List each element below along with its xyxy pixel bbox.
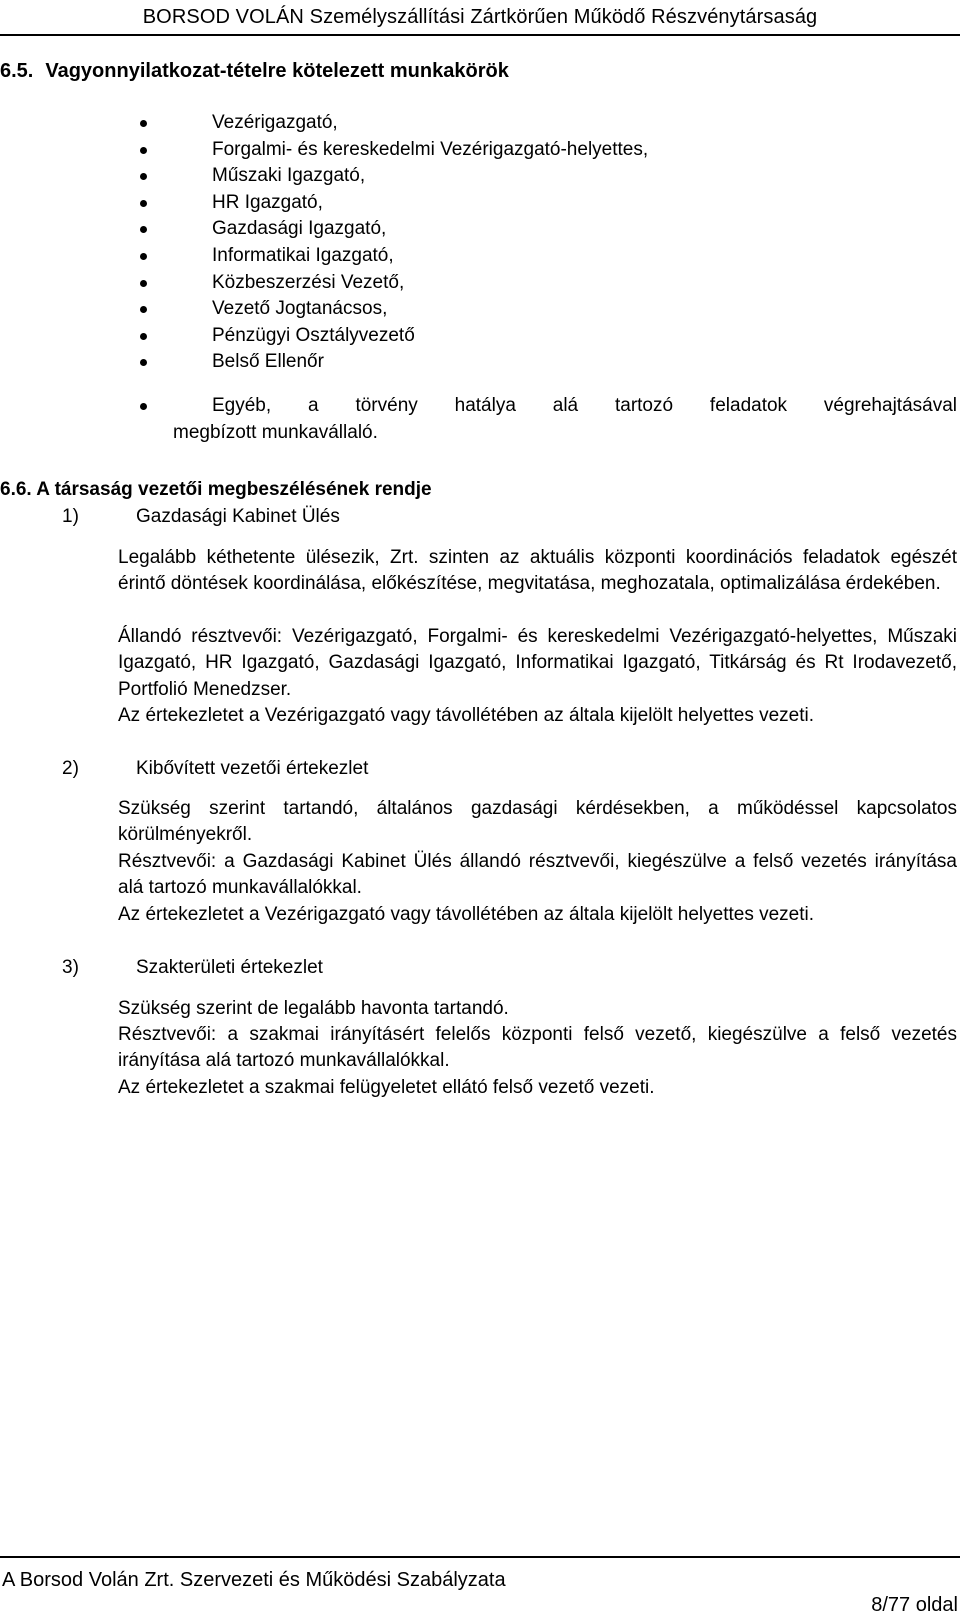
section-title: A társaság vezetői megbeszélésének rendje: [36, 479, 432, 500]
list-item: Műszaki Igazgató,: [0, 163, 960, 190]
paragraph: Résztvevői: a Gazdasági Kabinet Ülés állandó résztvevői, kiegészülve a felső vezetés irányítása alá tartozó munkavállalókkal.: [118, 851, 957, 899]
list-item: HR Igazgató,: [0, 190, 960, 217]
page-header: BORSOD VOLÁN Személyszállítási Zártkörűen Működő Részvénytársaság: [142, 6, 818, 28]
meeting-item-1-title: [62, 504, 340, 530]
list-item-line: Egyéb, a törvény hatálya alá tartozó feladatok végrehajtásával: [212, 395, 957, 416]
list-item-other-employees: [173, 393, 957, 446]
list-item-line: megbízott munkavállaló.: [173, 421, 378, 443]
item-number: 1): [62, 506, 79, 527]
paragraph: Az értekezletet a Vezérigazgató vagy távollétében az általa kijelölt helyettes vezeti.: [118, 904, 815, 925]
paragraph: Szükség szerint tartandó, általános gazdasági kérdésekben, a működéssel kapcsolatos körülményekről.: [118, 798, 957, 846]
page-number: 8/77 oldal: [871, 1594, 958, 1616]
list-item: Pénzügyi Osztályvezető: [0, 323, 960, 350]
item-number: 3): [62, 957, 79, 978]
section-number: 6.6.: [0, 479, 32, 500]
item-title: Gazdasági Kabinet Ülés: [136, 506, 340, 527]
list-item: Vezérigazgató,: [0, 110, 960, 137]
meeting-item-3-title: [62, 955, 323, 981]
meeting-item-2-title: [62, 756, 368, 782]
section-heading-6-5: [0, 56, 509, 86]
list-item: Forgalmi- és kereskedelmi Vezérigazgató-helyettes,: [0, 137, 960, 164]
position-list: [0, 110, 960, 376]
paragraph: Az értekezletet a Vezérigazgató vagy távollétében az általa kijelölt helyettes vezeti.: [118, 705, 815, 726]
item-title: Kibővített vezetői értekezlet: [136, 758, 369, 779]
list-item: Közbeszerzési Vezető,: [0, 270, 960, 297]
section-heading-6-6: [0, 476, 432, 504]
paragraph: Az értekezletet a szakmai felügyeletet ellátó felső vezető vezeti.: [118, 1077, 655, 1098]
list-item: Informatikai Igazgató,: [0, 243, 960, 270]
header-divider: [0, 34, 960, 36]
list-item: Belső Ellenőr: [0, 349, 960, 376]
list-item: Vezető Jogtanácsos,: [0, 296, 960, 323]
paragraph: Állandó résztvevői: Vezérigazgató, Forgalmi- és kereskedelmi Vezérigazgató-helyettes, Műszaki Igazgató, HR Igazgató, Gazdasági Igazgató, Informatikai Igazgató, Titkárság és Rt Irodavezető, Portfolió Menedzser.: [118, 626, 957, 700]
paragraph: Résztvevői: a szakmai irányításért felelős központi felső vezető, kiegészülve a felső vezetés irányítása alá tartozó munkavállalókkal.: [118, 1024, 957, 1072]
section-number: 6.5.: [0, 60, 34, 82]
paragraph: Legalább kéthetente ülésezik, Zrt. szinten az aktuális központi koordinációs feladatok egészét érintő döntések koordinálása, előkészítése, megvitatása, meghozatala, optimalizálása érdekében.: [118, 547, 957, 595]
paragraph: Szükség szerint de legalább havonta tartandó.: [118, 998, 509, 1019]
footer-document-title: A Borsod Volán Zrt. Szervezeti és Működési Szabályzata: [2, 1569, 506, 1591]
item-number: 2): [62, 758, 79, 779]
list-item: Gazdasági Igazgató,: [0, 216, 960, 243]
section-title: Vagyonnyilatkozat-tételre kötelezett munkakörök: [45, 60, 509, 82]
item-title: Szakterületi értekezlet: [136, 957, 323, 978]
footer-divider: [0, 1556, 960, 1558]
